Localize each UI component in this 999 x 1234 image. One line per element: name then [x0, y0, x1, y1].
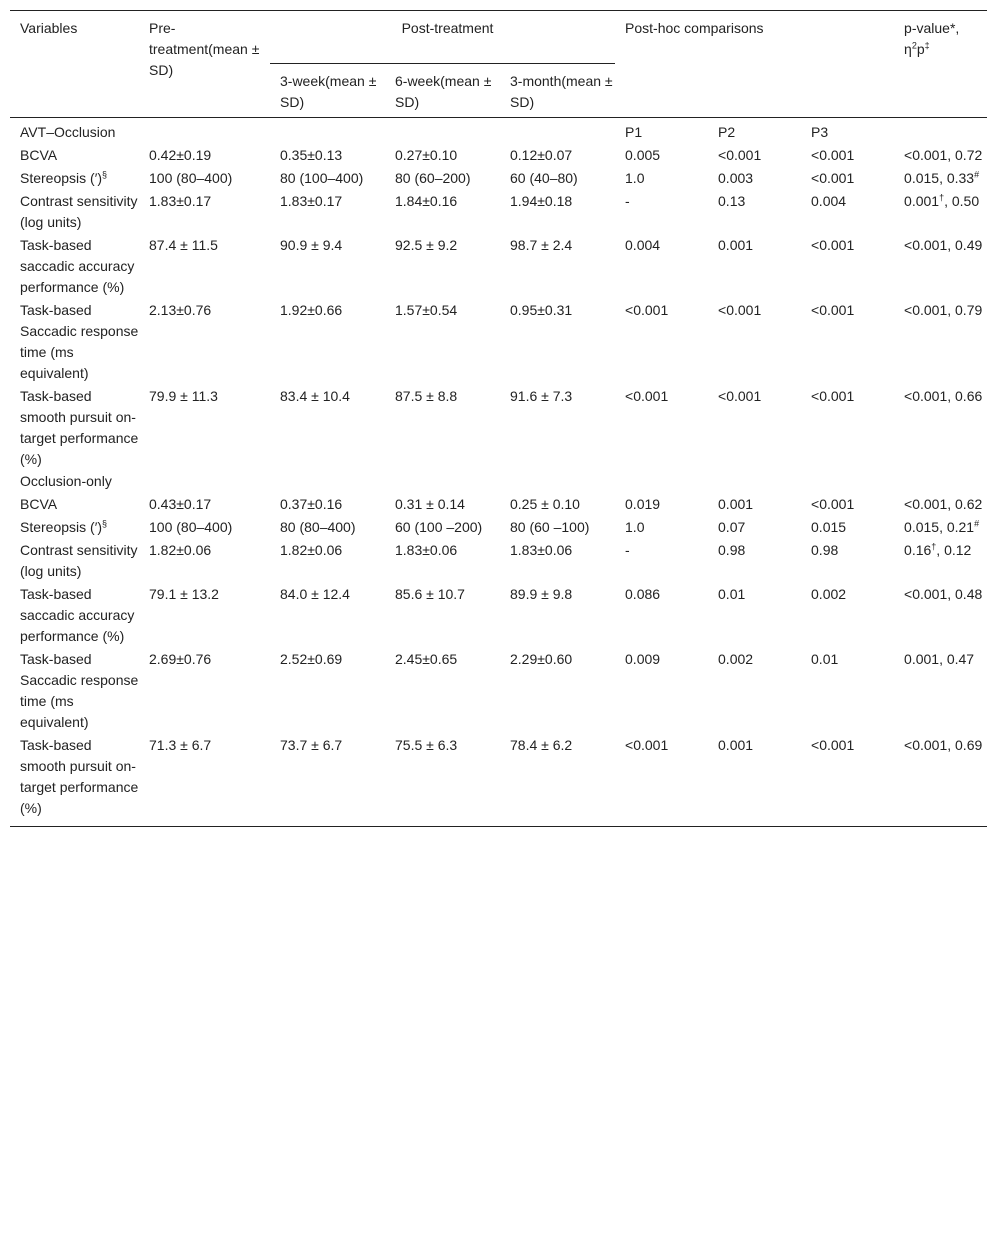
cell-text-tail: , 0.50: [944, 193, 980, 209]
table-row: [10, 648, 987, 734]
pvalue-label-p: p: [916, 41, 925, 57]
cell-p1: [615, 299, 708, 385]
cell-text: 0.002: [811, 586, 847, 602]
cell-text: <0.001: [811, 302, 855, 318]
cell-variable: [10, 234, 139, 299]
cell-pre: [139, 648, 270, 734]
cell-text: 2.45±0.65: [395, 651, 458, 667]
cell-p3: [801, 234, 894, 299]
cell-text: 87.5 ± 8.8: [395, 388, 458, 404]
table-row: [10, 167, 987, 190]
cell-p3: [801, 648, 894, 734]
cell-p2: [708, 648, 801, 734]
table-row: [10, 299, 987, 385]
cell-text: 79.1 ± 13.2: [149, 586, 219, 602]
cell-text: <0.001, 0.79: [904, 302, 983, 318]
cell-pv: [894, 299, 987, 385]
cell-m3: [500, 516, 615, 539]
cell-m3: [500, 190, 615, 234]
cell-w6: [385, 734, 500, 827]
empty-cell: [894, 471, 987, 493]
cell-m3: [500, 734, 615, 827]
cell-text: 0.004: [625, 237, 661, 253]
cell-p1: [615, 167, 708, 190]
cell-text: 0.002: [718, 651, 754, 667]
cell-text: 0.001: [718, 496, 754, 512]
cell-w3: [270, 583, 385, 648]
cell-p2: [708, 144, 801, 167]
cell-text: Task-based smooth pursuit on-target performance (%): [20, 737, 139, 816]
cell-p1: [615, 516, 708, 539]
cell-text: 84.0 ± 12.4: [280, 586, 350, 602]
cell-text: 83.4 ± 10.4: [280, 388, 350, 404]
empty-cell: [139, 471, 270, 493]
header-3-week: 3-week(mean ± SD): [270, 64, 385, 118]
cell-text: 0.019: [625, 496, 661, 512]
cell-variable: [10, 583, 139, 648]
cell-pv: [894, 144, 987, 167]
cell-p1: [615, 144, 708, 167]
cell-m3: [500, 144, 615, 167]
empty-cell: [385, 471, 500, 493]
cell-m3: [500, 299, 615, 385]
cell-p1: [615, 493, 708, 516]
pvalue-sup-2: 2: [911, 40, 917, 51]
table-row: [10, 583, 987, 648]
cell-text: Stereopsis (′): [20, 519, 102, 535]
cell-p1: [615, 648, 708, 734]
cell-text: 100 (80–400): [149, 170, 233, 186]
cell-text: 0.015, 0.21: [904, 519, 975, 535]
empty-cell: [270, 118, 385, 145]
header-post-treatment: [270, 11, 615, 64]
cell-text: <0.001: [811, 237, 855, 253]
cell-p3: [801, 299, 894, 385]
cell-pv: [894, 234, 987, 299]
cell-text: 1.0: [625, 170, 645, 186]
cell-pre: [139, 167, 270, 190]
cell-text: 75.5 ± 6.3: [395, 737, 458, 753]
cell-m3: [500, 385, 615, 471]
cell-text: <0.001, 0.62: [904, 496, 983, 512]
cell-p3: [801, 734, 894, 827]
table-row: [10, 234, 987, 299]
pvalue-sup-dagger: ‡: [924, 40, 930, 51]
cell-text: 0.95±0.31: [510, 302, 573, 318]
cell-text: 87.4 ± 11.5: [149, 237, 218, 253]
cell-w6: [385, 385, 500, 471]
cell-pv: [894, 516, 987, 539]
empty-cell: [139, 118, 270, 145]
group-row: [10, 471, 987, 493]
cell-text: 1.83±0.06: [395, 542, 458, 558]
cell-pre: [139, 583, 270, 648]
empty-cell: [385, 118, 500, 145]
cell-text: Contrast sensitivity (log units): [20, 193, 138, 230]
cell-text: <0.001: [811, 388, 855, 404]
cell-text: 0.43±0.17: [149, 496, 212, 512]
cell-p2: [708, 167, 801, 190]
cell-text: 0.42±0.19: [149, 147, 212, 163]
cell-text: <0.001: [625, 388, 669, 404]
cell-text: 2.69±0.76: [149, 651, 212, 667]
cell-text: 0.98: [718, 542, 746, 558]
cell-text: <0.001: [625, 302, 669, 318]
cell-w3: [270, 190, 385, 234]
cell-text: 0.35±0.13: [280, 147, 343, 163]
cell-text: 98.7 ± 2.4: [510, 237, 573, 253]
cell-text: 0.16: [904, 542, 932, 558]
cell-text: 1.83±0.06: [510, 542, 573, 558]
cell-p2: [708, 190, 801, 234]
cell-text: 0.01: [811, 651, 839, 667]
cell-text: <0.001: [811, 737, 855, 753]
table-row: [10, 190, 987, 234]
cell-pre: [139, 493, 270, 516]
cell-text: 1.92±0.66: [280, 302, 343, 318]
cell-text: 0.001, 0.47: [904, 651, 975, 667]
cell-text: 60 (100 –200): [395, 519, 483, 535]
cell-text: 0.31 ± 0.14: [395, 496, 465, 512]
cell-p2: [708, 493, 801, 516]
cell-text: 0.37±0.16: [280, 496, 343, 512]
cell-text: Stereopsis (′): [20, 170, 102, 186]
cell-pre: [139, 144, 270, 167]
cell-text: 80 (60–200): [395, 170, 471, 186]
cell-w6: [385, 190, 500, 234]
cell-text: 0.001: [904, 193, 940, 209]
cell-text: <0.001: [718, 388, 762, 404]
footnote-mark: #: [974, 169, 980, 180]
footnote-mark: #: [974, 518, 980, 529]
cell-m3: [500, 167, 615, 190]
posthoc-label-p2: P2: [718, 124, 736, 140]
cell-m3: [500, 493, 615, 516]
cell-text: <0.001: [811, 147, 855, 163]
group-row: [10, 118, 987, 145]
posthoc-label-p1: P1: [625, 124, 643, 140]
cell-variable: [10, 167, 139, 190]
cell-pv: [894, 493, 987, 516]
cell-text: 0.015, 0.33: [904, 170, 975, 186]
cell-pv: [894, 583, 987, 648]
cell-text: 78.4 ± 6.2: [510, 737, 573, 753]
cell-text: 80 (80–400): [280, 519, 356, 535]
cell-p3: [801, 167, 894, 190]
cell-text: 0.004: [811, 193, 847, 209]
cell-w6: [385, 516, 500, 539]
cell-text: 0.13: [718, 193, 746, 209]
cell-variable: [10, 648, 139, 734]
cell-text: 2.52±0.69: [280, 651, 343, 667]
cell-text: -: [625, 193, 630, 209]
cell-text: 1.57±0.54: [395, 302, 458, 318]
cell-w3: [270, 648, 385, 734]
cell-w3: [270, 734, 385, 827]
cell-text: 2.29±0.60: [510, 651, 573, 667]
cell-pv: [894, 539, 987, 583]
cell-p3: [801, 583, 894, 648]
table-row: [10, 516, 987, 539]
cell-p2: [708, 234, 801, 299]
cell-p3: [801, 493, 894, 516]
cell-text: 0.005: [625, 147, 661, 163]
empty-cell: [500, 118, 615, 145]
table-row: [10, 493, 987, 516]
cell-p3: [801, 144, 894, 167]
cell-text: <0.001, 0.69: [904, 737, 983, 753]
header-post-treatment-label: Post-treatment: [401, 20, 494, 36]
cell-text: 91.6 ± 7.3: [510, 388, 573, 404]
cell-text: 89.9 ± 9.8: [510, 586, 573, 602]
cell-pre: [139, 516, 270, 539]
cell-w6: [385, 648, 500, 734]
cell-text: -: [625, 542, 630, 558]
cell-text: 73.7 ± 6.7: [280, 737, 343, 753]
footnote-mark: †: [931, 541, 937, 552]
cell-w6: [385, 234, 500, 299]
cell-variable: [10, 516, 139, 539]
cell-pre: [139, 539, 270, 583]
cell-m3: [500, 648, 615, 734]
cell-p3: [801, 539, 894, 583]
cell-text: 0.12±0.07: [510, 147, 573, 163]
table-body: [10, 118, 987, 827]
cell-p3: [801, 516, 894, 539]
cell-text: Task-based saccadic accuracy performance (%): [20, 237, 135, 295]
cell-text: 0.001: [718, 237, 754, 253]
cell-text: 1.94±0.18: [510, 193, 573, 209]
cell-text: 85.6 ± 10.7: [395, 586, 465, 602]
header-variables: Variables: [10, 11, 139, 118]
cell-variable: [10, 144, 139, 167]
cell-text: 79.9 ± 11.3: [149, 388, 218, 404]
posthoc-label-p3: [801, 471, 894, 493]
cell-text: 90.9 ± 9.4: [280, 237, 343, 253]
cell-text: Task-based Saccadic response time (ms equivalent): [20, 302, 139, 381]
footnote-mark: †: [939, 192, 945, 203]
cell-variable: [10, 190, 139, 234]
cell-text: 0.015: [811, 519, 847, 535]
cell-p1: [615, 734, 708, 827]
empty-cell: [500, 471, 615, 493]
cell-text: 92.5 ± 9.2: [395, 237, 458, 253]
cell-w6: [385, 299, 500, 385]
cell-variable: [10, 493, 139, 516]
cell-text: 1.83±0.17: [149, 193, 212, 209]
cell-text: 0.009: [625, 651, 661, 667]
cell-text: <0.001: [811, 496, 855, 512]
pvalue-label: p-value*, η: [904, 20, 960, 57]
cell-text: <0.001, 0.48: [904, 586, 983, 602]
cell-text: 71.3 ± 6.7: [149, 737, 212, 753]
cell-text: <0.001: [718, 147, 762, 163]
cell-text: 2.13±0.76: [149, 302, 212, 318]
cell-m3: [500, 234, 615, 299]
cell-text: 80 (60 –100): [510, 519, 590, 535]
cell-pre: [139, 190, 270, 234]
cell-w6: [385, 144, 500, 167]
cell-p3: [801, 190, 894, 234]
group-label: AVT–Occlusion: [20, 124, 116, 140]
cell-text: <0.001, 0.72: [904, 147, 983, 163]
cell-w3: [270, 493, 385, 516]
cell-w6: [385, 539, 500, 583]
cell-p1: [615, 583, 708, 648]
cell-pv: [894, 190, 987, 234]
cell-text: Task-based smooth pursuit on-target performance (%): [20, 388, 139, 467]
cell-m3: [500, 583, 615, 648]
cell-pre: [139, 299, 270, 385]
cell-text: 0.003: [718, 170, 754, 186]
cell-text: Task-based saccadic accuracy performance (%): [20, 586, 135, 644]
results-table: [10, 10, 987, 827]
header-6-week: 6-week(mean ± SD): [385, 64, 500, 118]
cell-pv: [894, 167, 987, 190]
cell-p2: [708, 539, 801, 583]
cell-text: <0.001, 0.49: [904, 237, 983, 253]
table-row: [10, 734, 987, 827]
cell-pre: [139, 385, 270, 471]
cell-text: 0.07: [718, 519, 746, 535]
posthoc-label-p2: [708, 471, 801, 493]
cell-w6: [385, 493, 500, 516]
cell-pre: [139, 234, 270, 299]
table-row: [10, 385, 987, 471]
cell-pre: [139, 734, 270, 827]
group-label: Occlusion-only: [20, 473, 112, 489]
header-pre-treatment: Pre-treatment(mean ± SD): [139, 11, 270, 118]
cell-pv: [894, 734, 987, 827]
cell-text: Contrast sensitivity (log units): [20, 542, 138, 579]
cell-variable: [10, 385, 139, 471]
cell-m3: [500, 539, 615, 583]
cell-w6: [385, 583, 500, 648]
cell-p3: [801, 385, 894, 471]
cell-p1: [615, 385, 708, 471]
cell-variable: [10, 299, 139, 385]
cell-text: 1.0: [625, 519, 645, 535]
cell-p2: [708, 516, 801, 539]
cell-p2: [708, 583, 801, 648]
cell-variable: [10, 539, 139, 583]
cell-w3: [270, 144, 385, 167]
posthoc-label-p1: [615, 471, 708, 493]
footnote-mark: §: [101, 169, 107, 180]
cell-text: 1.82±0.06: [149, 542, 212, 558]
cell-w6: [385, 167, 500, 190]
cell-w3: [270, 539, 385, 583]
header-post-hoc: Post-hoc comparisons: [615, 11, 894, 118]
cell-text: <0.001: [625, 737, 669, 753]
cell-p1: [615, 539, 708, 583]
cell-w3: [270, 234, 385, 299]
cell-w3: [270, 167, 385, 190]
cell-text: 100 (80–400): [149, 519, 233, 535]
cell-p1: [615, 234, 708, 299]
cell-p2: [708, 385, 801, 471]
cell-text: 0.27±0.10: [395, 147, 458, 163]
cell-text: 0.98: [811, 542, 839, 558]
cell-p2: [708, 734, 801, 827]
footnote-mark: §: [101, 518, 107, 529]
table-row: [10, 144, 987, 167]
cell-p1: [615, 190, 708, 234]
cell-text: BCVA: [20, 496, 58, 512]
posthoc-label-p3: P3: [811, 124, 829, 140]
cell-text: 0.086: [625, 586, 661, 602]
cell-text: Task-based Saccadic response time (ms equivalent): [20, 651, 139, 730]
cell-text: 60 (40–80): [510, 170, 578, 186]
cell-text: BCVA: [20, 147, 58, 163]
table-row: [10, 539, 987, 583]
cell-text: 0.001: [718, 737, 754, 753]
empty-cell: [894, 118, 987, 145]
cell-p2: [708, 299, 801, 385]
cell-variable: [10, 734, 139, 827]
header-pvalue: [894, 11, 987, 118]
cell-text: 80 (100–400): [280, 170, 364, 186]
cell-text-tail: , 0.12: [936, 542, 972, 558]
cell-w3: [270, 299, 385, 385]
cell-text: <0.001, 0.66: [904, 388, 983, 404]
cell-text: 1.83±0.17: [280, 193, 343, 209]
cell-text: 1.82±0.06: [280, 542, 343, 558]
cell-w3: [270, 516, 385, 539]
header-3-month: 3-month(mean ± SD): [500, 64, 615, 118]
cell-text: <0.001: [811, 170, 855, 186]
cell-text: 0.01: [718, 586, 746, 602]
cell-pv: [894, 385, 987, 471]
cell-w3: [270, 385, 385, 471]
cell-text: 0.25 ± 0.10: [510, 496, 580, 512]
cell-text: 1.84±0.16: [395, 193, 458, 209]
table-header: [10, 11, 987, 118]
cell-text: <0.001: [718, 302, 762, 318]
empty-cell: [270, 471, 385, 493]
cell-pv: [894, 648, 987, 734]
